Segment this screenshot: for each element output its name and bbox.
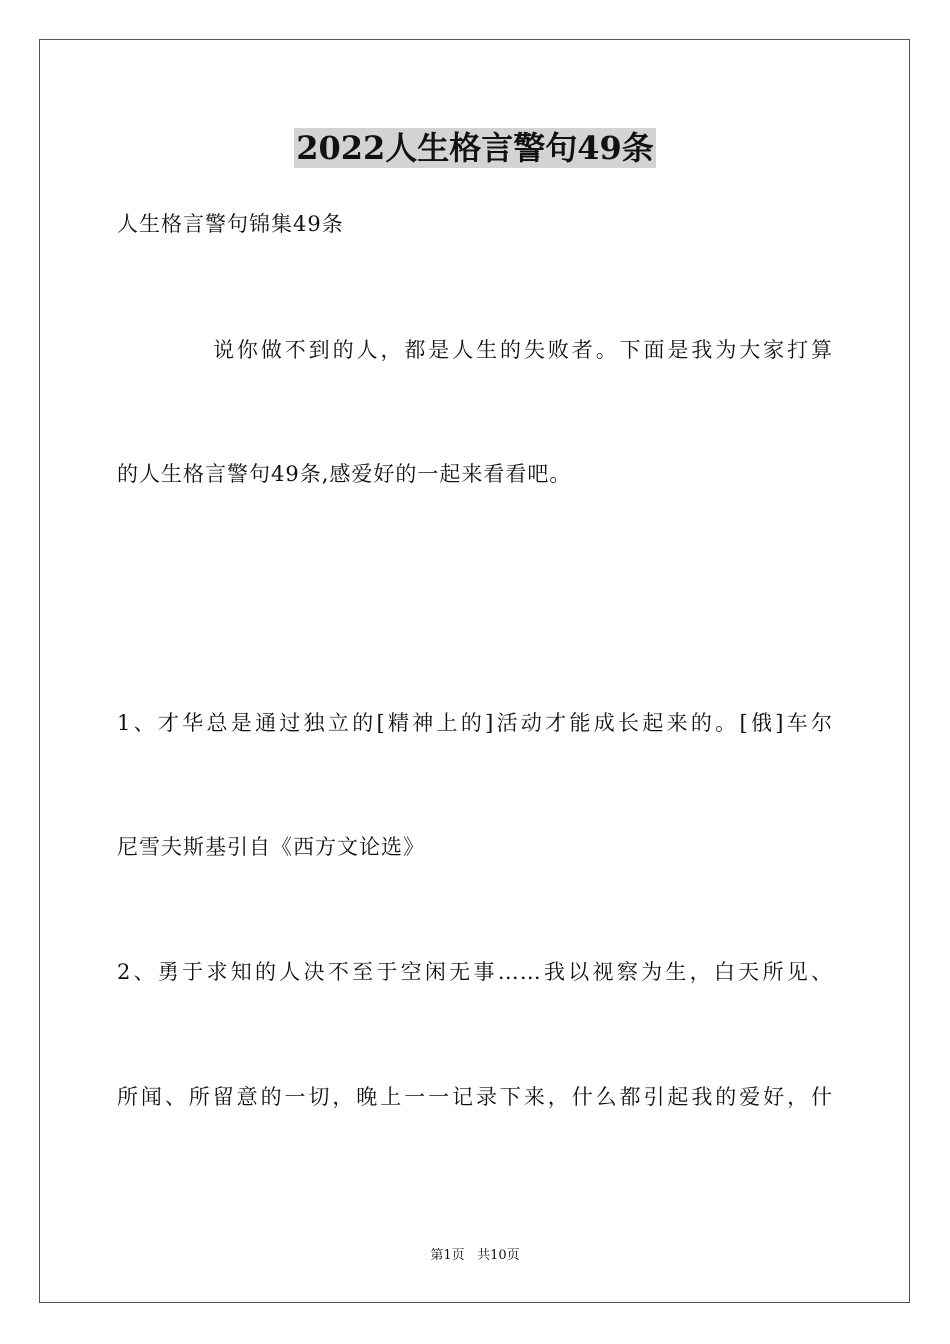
paragraph-line: 1、才华总是通过独立的[精神上的]活动才能成长起来的。[俄]车尔 [117,711,833,735]
paragraph-line: 尼雪夫斯基引自《西方文论选》 [117,835,425,859]
document-title: 2022人生格言警句49条 [296,129,654,167]
title-container [0,128,950,168]
paragraph-line: 说你做不到的人，都是人生的失败者。下面是我为大家打算 [213,338,833,362]
document-subtitle: 人生格言警句锦集49条 [117,212,344,236]
paragraph-line: 所闻、所留意的一切，晚上一一记录下来，什么都引起我的爱好，什 [117,1085,833,1109]
page-number-current: 第1页 [430,1248,465,1263]
page-number-total: 共10页 [477,1248,520,1263]
page-footer [0,1247,950,1265]
paragraph-line: 的人生格言警句49条,感爱好的一起来看看吧。 [117,462,572,486]
paragraph-line: 2、勇于求知的人决不至于空闲无事……我以视察为生，白天所见、 [117,960,833,984]
